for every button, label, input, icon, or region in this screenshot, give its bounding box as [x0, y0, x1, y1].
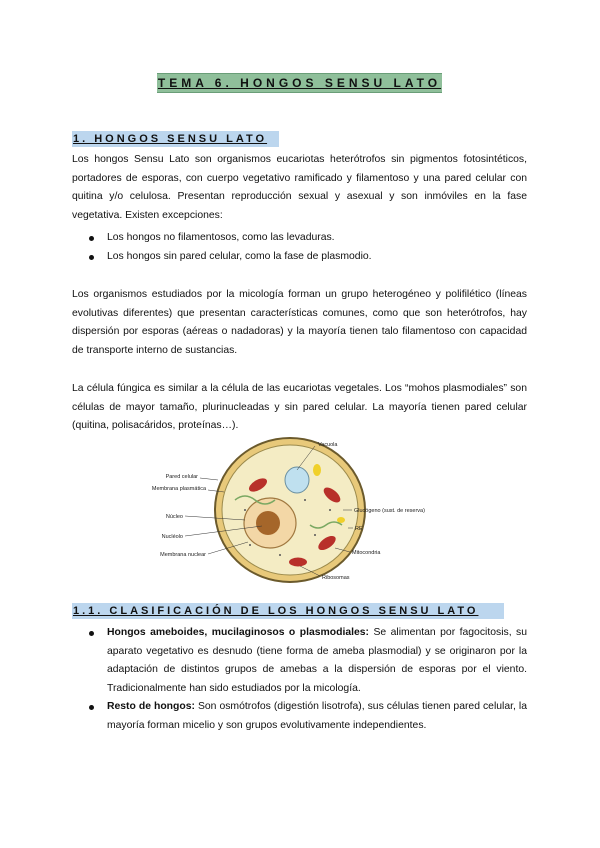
- item-text: Son osmótrofos (digestión lisotrofa), sus células tienen pared celular, la mayoría forman micelio y son grupos evolutivamente independientes.: [107, 701, 527, 731]
- section-heading-1: 1. HONGOS SENSU LATO: [72, 131, 279, 147]
- label-pared: Pared celular: [165, 474, 198, 480]
- fungal-cell-diagram: [140, 430, 460, 590]
- mycology-paragraph: Los organismos estudiados por la micología forman un grupo heterogéneo y polifilético (líneas evolutivas diferentes) que presentan características comunes, como que son heterótrofos, hay dispersión por esporas (aéreas o nadadoras) y la mayoría tienen talo filamentoso con capacidad de transporte interno de sustancias.: [72, 289, 527, 356]
- item-text: Se alimentan por fagocitosis, su aparato vegetativo es desnudo (tiene forma de ameba plasmodial) y se originaron por la adaptación de distintos grupos de amebas a la dispersión de esporas por el viento. Tradicionalmente han sido estudiados por la micología.: [107, 627, 528, 694]
- label-nucleolo: Nucléolo: [161, 534, 183, 540]
- list-item: [72, 698, 527, 735]
- item-term: Hongos ameboides, mucilaginosos o plasmodiales:: [107, 627, 370, 638]
- list-item: [72, 624, 527, 698]
- label-ribosomas: Ribosomas: [322, 575, 350, 581]
- exceptions-list: [72, 229, 527, 266]
- label-re: RE: [355, 526, 363, 532]
- intro-paragraph: Los hongos Sensu Lato son organismos eucariotas heterótrofos sin pigmentos fotosintéticos, portadores de esporas, con cuerpo vegetativo ramificado y filamentoso y una pared celular con quitina y/o celulosa. Presentan reproducción sexual y asexual y son inmóviles en la fase vegetativa. Existen excepciones:: [72, 154, 527, 221]
- label-membrana: Membrana plasmática: [151, 486, 206, 492]
- glycogen: [313, 464, 321, 476]
- list-item: Los hongos sin pared celular, como la fase de plasmodio.: [72, 248, 527, 267]
- label-mitocondria: Mitocondria: [352, 550, 381, 556]
- section-heading-1-1: 1.1. CLASIFICACIÓN DE LOS HONGOS SENSU LATO: [72, 603, 504, 619]
- mitochondrion: [289, 558, 307, 567]
- list-item: Los hongos no filamentosos, como las levaduras.: [72, 229, 527, 248]
- classification-list: [72, 624, 527, 735]
- label-membrana-nuclear: Membrana nuclear: [160, 552, 206, 558]
- label-glucogeno: Glucógeno (sust. de reserva): [354, 508, 425, 514]
- document-title: TEMA 6. HONGOS SENSU LATO: [157, 73, 442, 93]
- fungal-cell-paragraph: La célula fúngica es similar a la célula de las eucariotas vegetales. Los “mohos plasmodiales” son células de mayor tamaño, plurinucleadas y sin pared celular. La mayoría tienen pared celular (quitina, polisacáridos, proteínas…).: [72, 383, 527, 431]
- nucleolus: [256, 511, 280, 535]
- label-nucleo: Núcleo: [165, 514, 183, 520]
- item-term: Resto de hongos:: [107, 701, 195, 712]
- vacuole: [285, 467, 309, 493]
- label-vacuola: Vacuola: [318, 442, 338, 448]
